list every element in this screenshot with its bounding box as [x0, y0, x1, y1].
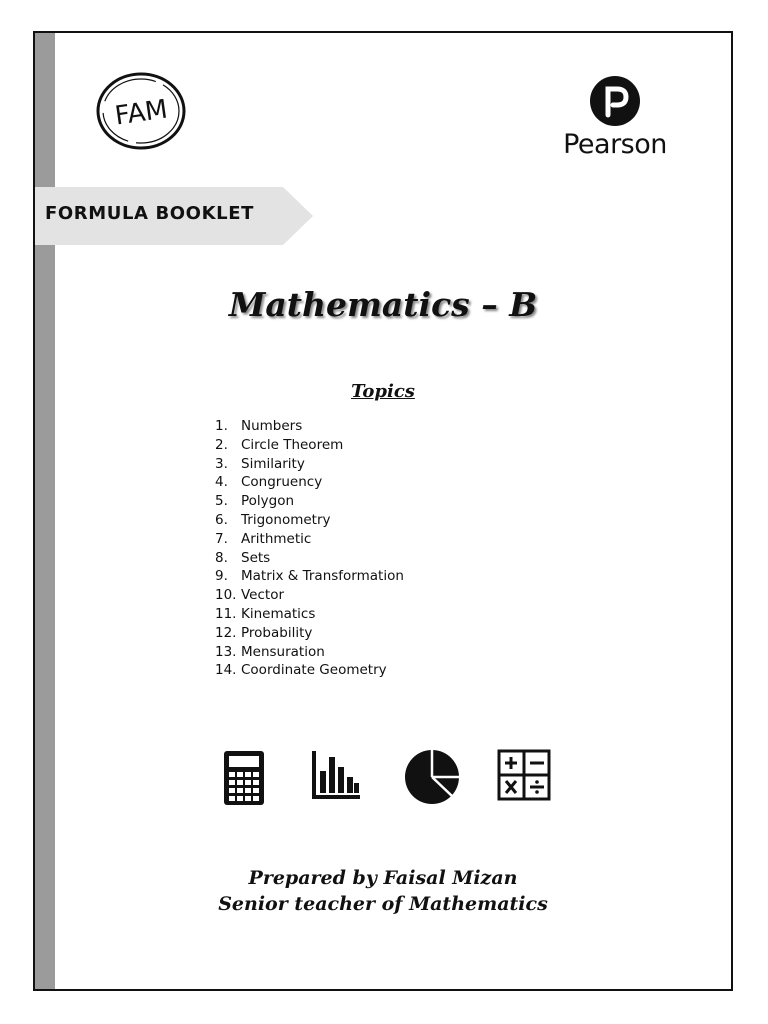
- topics-heading: Topics: [351, 381, 415, 402]
- topic-number: 14.: [215, 662, 237, 679]
- topic-label: Matrix & Transformation: [241, 568, 404, 585]
- booklet-cover: [33, 31, 733, 991]
- topic-number: 6.: [215, 511, 228, 528]
- topic-item: [215, 492, 404, 511]
- topic-number: 10.: [215, 587, 237, 604]
- pearson-wordmark: Pearson: [563, 129, 667, 160]
- topic-number: 12.: [215, 624, 237, 641]
- topic-number: 1.: [215, 418, 228, 434]
- topic-item: [215, 643, 404, 662]
- topic-number: 8.: [215, 549, 228, 566]
- pearson-mark-icon: [589, 75, 641, 127]
- credit-line-role: Senior teacher of Mathematics: [218, 893, 548, 915]
- topic-label: Vector: [241, 587, 285, 604]
- pearson-logo: [555, 75, 675, 165]
- topic-label: Numbers: [241, 418, 303, 434]
- icon-row: [222, 749, 552, 807]
- topic-label: Mensuration: [241, 643, 325, 660]
- topic-number: 11.: [215, 605, 237, 622]
- topic-item: [215, 586, 404, 605]
- topic-label: Similarity: [241, 455, 305, 472]
- topic-item: [215, 530, 404, 549]
- topic-item: [215, 549, 404, 568]
- topic-label: Circle Theorem: [241, 436, 344, 453]
- topic-item: [215, 567, 404, 586]
- topic-number: 7.: [215, 530, 228, 547]
- topic-item: [215, 455, 404, 474]
- topic-item: [215, 605, 404, 624]
- topic-label: Congruency: [241, 474, 323, 491]
- topic-item: [215, 436, 404, 455]
- topic-item: [215, 624, 404, 643]
- topic-label: Arithmetic: [241, 530, 312, 547]
- banner-label: FORMULA BOOKLET: [45, 203, 254, 224]
- credit-line-author: Prepared by Faisal Mizan: [248, 867, 518, 889]
- topic-label: Trigonometry: [241, 511, 331, 528]
- calculator-icon: [222, 749, 266, 807]
- topics-list: [215, 417, 404, 680]
- topic-number: 9.: [215, 568, 228, 585]
- topic-item: [215, 661, 404, 680]
- topic-item: [215, 417, 404, 436]
- cover-spine: [35, 33, 55, 989]
- topic-label: Sets: [241, 549, 271, 566]
- fam-logo-text: FAM: [113, 94, 170, 132]
- topic-number: 2.: [215, 436, 228, 453]
- topic-label: Probability: [241, 624, 313, 641]
- bar-chart-icon: [310, 749, 362, 801]
- math-operations-icon: [497, 749, 551, 801]
- pie-chart-icon: [404, 749, 460, 805]
- topic-label: Polygon: [241, 493, 295, 510]
- topic-number: 5.: [215, 493, 228, 510]
- topic-number: 13.: [215, 643, 237, 660]
- topic-item: [215, 473, 404, 492]
- page-title: Mathematics – B: [228, 285, 538, 324]
- topic-number: 3.: [215, 455, 228, 472]
- topic-label: Coordinate Geometry: [241, 662, 387, 679]
- fam-logo: [95, 71, 187, 151]
- topic-number: 4.: [215, 474, 228, 491]
- topic-label: Kinematics: [241, 605, 316, 622]
- topic-item: [215, 511, 404, 530]
- formula-booklet-banner: [35, 187, 313, 245]
